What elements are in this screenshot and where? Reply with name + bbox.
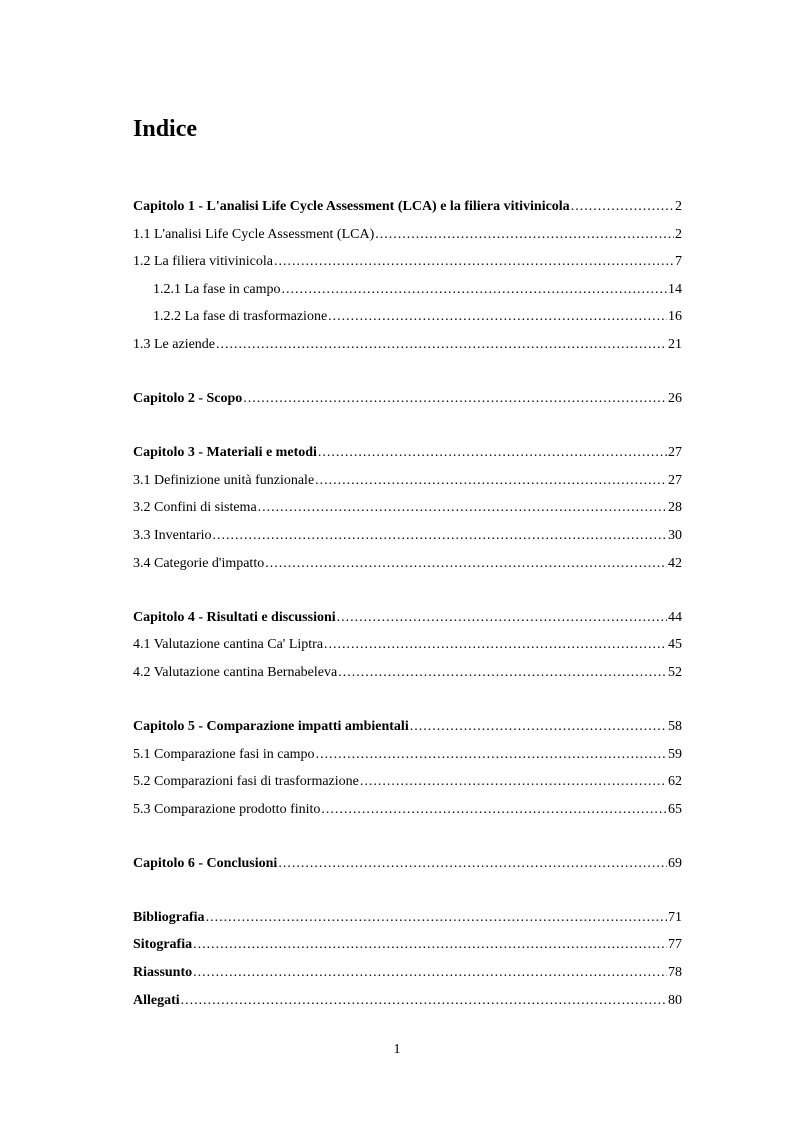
toc-entry-label: 1.2.2 La fase di trasformazione <box>153 309 328 325</box>
toc-entry-chapter-2[interactable] <box>133 385 682 413</box>
toc-entry-1-3[interactable] <box>133 331 682 359</box>
toc-entry-label: Capitolo 1 - L'analisi Life Cycle Assessment (LCA) e la filiera vitivinicola <box>133 199 570 214</box>
toc-entry-page: 58 <box>668 718 682 734</box>
toc-entry-label: Capitolo 6 - Conclusioni <box>133 855 278 871</box>
toc-entry-label: 3.1 Definizione unità funzionale <box>133 472 315 488</box>
toc-entry-label: 4.1 Valutazione cantina Ca' Liptra <box>133 637 324 653</box>
toc-entry-label: Capitolo 4 - Risultati e discussioni <box>133 609 336 625</box>
dot-leader <box>316 741 667 769</box>
toc-entry-page: 52 <box>668 664 682 680</box>
toc-entry-sitografia[interactable] <box>133 931 682 959</box>
dot-leader <box>282 276 667 304</box>
toc-entry-label: 3.4 Categorie d'impatto <box>133 555 265 571</box>
toc-entry-page: 71 <box>668 909 682 925</box>
toc-entry-allegati[interactable] <box>133 987 682 1015</box>
toc-entry-page: 2 <box>675 199 682 214</box>
dot-leader <box>324 631 667 659</box>
dot-leader <box>321 796 667 824</box>
toc-entry-label: 5.2 Comparazioni fasi di trasformazione <box>133 774 359 790</box>
toc-entry-label: 1.3 Le aziende <box>133 336 216 352</box>
toc-entry-page: 59 <box>668 746 682 762</box>
toc-entry-label: 4.2 Valutazione cantina Bernabeleva <box>133 664 338 680</box>
toc-entry-label: 1.2.1 La fase in campo <box>153 281 281 297</box>
dot-leader <box>193 931 667 959</box>
toc-entry-bibliografia[interactable] <box>133 904 682 932</box>
dot-leader <box>375 221 674 249</box>
toc-entry-page: 45 <box>668 637 682 653</box>
toc-entry-chapter-5[interactable] <box>133 713 682 741</box>
toc-entry-1-2-1[interactable] <box>133 276 682 304</box>
dot-leader <box>571 193 674 221</box>
dot-leader <box>258 494 667 522</box>
dot-leader <box>213 522 667 550</box>
toc-entry-page: 65 <box>668 801 682 817</box>
toc-entry-label: 3.3 Inventario <box>133 527 212 543</box>
toc-entry-label: 5.3 Comparazione prodotto finito <box>133 801 321 817</box>
toc-entry-label: 1.2 La filiera vitivinicola <box>133 254 273 270</box>
toc-entry-page: 69 <box>668 855 682 871</box>
dot-leader <box>274 248 674 276</box>
page-title: Indice <box>133 116 198 142</box>
toc-entry-page: 26 <box>668 391 682 407</box>
toc-entry-page: 7 <box>675 254 682 270</box>
toc-entry-page: 21 <box>668 336 682 352</box>
toc-entry-page: 14 <box>668 281 682 297</box>
dot-leader <box>181 987 667 1015</box>
dot-leader <box>278 850 667 878</box>
toc-entry-page: 16 <box>668 309 682 325</box>
table-of-contents <box>133 193 682 1014</box>
toc-entry-label: 1.1 L'analisi Life Cycle Assessment (LCA) <box>133 226 375 242</box>
toc-entry-label: Capitolo 3 - Materiali e metodi <box>133 445 317 461</box>
toc-entry-4-2[interactable] <box>133 659 682 687</box>
toc-entry-label: Allegati <box>133 992 180 1008</box>
toc-entry-label: Capitolo 5 - Comparazione impatti ambientali <box>133 718 409 734</box>
toc-entry-label: Bibliografia <box>133 909 205 925</box>
dot-leader <box>410 713 667 741</box>
toc-entry-page: 2 <box>675 226 682 242</box>
dot-leader <box>206 904 667 932</box>
toc-entry-page: 42 <box>668 555 682 571</box>
toc-entry-1-1[interactable] <box>133 221 682 249</box>
toc-entry-page: 62 <box>668 774 682 790</box>
dot-leader <box>193 959 667 987</box>
dot-leader <box>337 604 667 632</box>
toc-entry-3-1[interactable] <box>133 467 682 495</box>
toc-entry-page: 27 <box>668 472 682 488</box>
toc-entry-label: 3.2 Confini di sistema <box>133 500 257 516</box>
toc-entry-3-4[interactable] <box>133 550 682 578</box>
toc-entry-page: 78 <box>668 965 682 981</box>
toc-entry-5-3[interactable] <box>133 796 682 824</box>
toc-entry-chapter-4[interactable] <box>133 604 682 632</box>
toc-entry-label: 5.1 Comparazione fasi in campo <box>133 746 315 762</box>
dot-leader <box>328 303 667 331</box>
toc-entry-3-2[interactable] <box>133 494 682 522</box>
toc-entry-chapter-1[interactable] <box>133 193 682 221</box>
dot-leader <box>243 385 667 413</box>
toc-entry-label: Capitolo 2 - Scopo <box>133 391 243 407</box>
toc-entry-page: 44 <box>668 609 682 625</box>
toc-entry-riassunto[interactable] <box>133 959 682 987</box>
page-number: 1 <box>393 1042 401 1057</box>
toc-entry-page: 28 <box>668 500 682 516</box>
dot-leader <box>315 467 667 495</box>
toc-entry-3-3[interactable] <box>133 522 682 550</box>
toc-entry-label: Sitografia <box>133 937 193 953</box>
toc-entry-page: 27 <box>668 445 682 461</box>
toc-entry-label: Riassunto <box>133 965 193 981</box>
dot-leader <box>318 439 667 467</box>
toc-entry-4-1[interactable] <box>133 631 682 659</box>
toc-entry-1-2-2[interactable] <box>133 303 682 331</box>
dot-leader <box>338 659 667 687</box>
toc-entry-page: 80 <box>668 992 682 1008</box>
dot-leader <box>360 768 667 796</box>
toc-entry-5-1[interactable] <box>133 741 682 769</box>
toc-entry-1-2[interactable] <box>133 248 682 276</box>
toc-entry-page: 77 <box>668 937 682 953</box>
dot-leader <box>216 331 667 359</box>
toc-entry-chapter-3[interactable] <box>133 439 682 467</box>
toc-entry-5-2[interactable] <box>133 768 682 796</box>
dot-leader <box>265 550 667 578</box>
toc-entry-page: 30 <box>668 527 682 543</box>
toc-entry-chapter-6[interactable] <box>133 850 682 878</box>
